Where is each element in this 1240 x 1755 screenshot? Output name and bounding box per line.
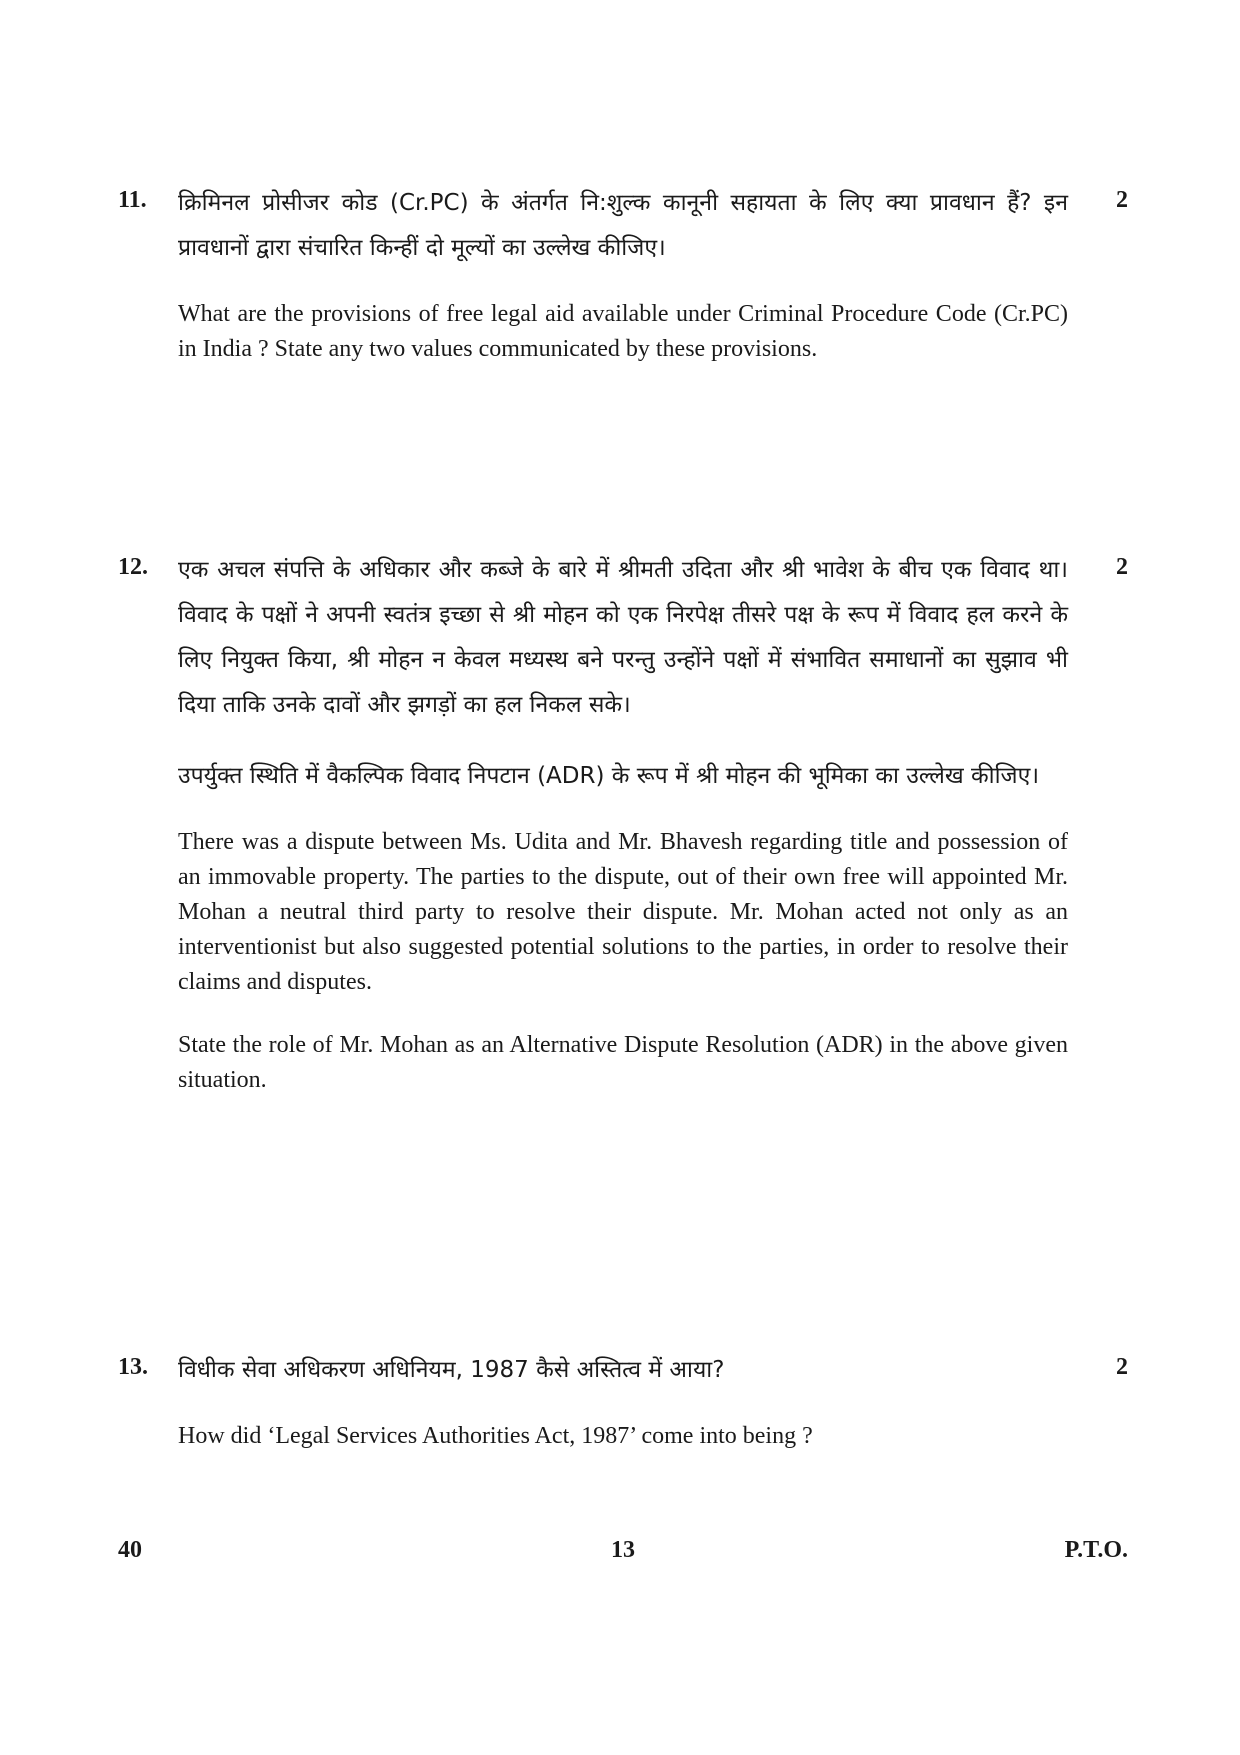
question-13	[118, 1348, 1128, 1454]
paper-code: 40	[118, 1537, 142, 1563]
question-marks: 2	[1116, 1354, 1128, 1380]
question-11	[118, 181, 1128, 367]
page-footer	[118, 1537, 1128, 1567]
please-turn-over: P.T.O.	[1064, 1537, 1128, 1563]
question-prompt-english: State the role of Mr. Mohan as an Alternative Dispute Resolution (ADR) in the above given situation.	[178, 1032, 1068, 1093]
question-text-english: There was a dispute between Ms. Udita and Mr. Bhavesh regarding title and possession of an immovable property. The parties to the dispute, out of their own free will appointed Mr. Mohan a neutral third party to resolve their dispute. Mr. Mohan acted not only as an interventionist but also suggested potential solutions to the parties, in order to resolve their claims and disputes.	[178, 829, 1068, 995]
page-number: 13	[611, 1537, 635, 1563]
question-number: 12.	[118, 554, 148, 580]
question-text-hindi: विधीक सेवा अधिकरण अधिनियम, 1987 कैसे अस्तित्व में आया?	[178, 1357, 725, 1383]
question-12	[118, 548, 1128, 1098]
question-number: 13.	[118, 1354, 148, 1380]
question-prompt-hindi: उपर्युक्त स्थिति में वैकल्पिक विवाद निपटान (ADR) के रूप में श्री मोहन की भूमिका का उल्लेख कीजिए।	[178, 763, 1040, 789]
question-marks: 2	[1116, 187, 1128, 213]
question-text-english: How did ‘Legal Services Authorities Act, 1987’ come into being ?	[178, 1423, 813, 1449]
question-number: 11.	[118, 187, 147, 213]
question-text-english: What are the provisions of free legal aid available under Criminal Procedure Code (Cr.PC) in India ? State any two values communicated by these provisions.	[178, 301, 1068, 362]
question-text-hindi: एक अचल संपत्ति के अधिकार और कब्जे के बारे में श्रीमती उदिता और श्री भावेश के बीच एक विवाद था। विवाद के पक्षों ने अपनी स्वतंत्र इच्छा से श्री मोहन को एक निरपेक्ष तीसरे पक्ष के रूप में विवाद हल करने के लिए नियुक्त किया, श्री मोहन न केवल मध्यस्थ बने परन्तु उन्होंने पक्षों में संभावित समाधानों का सुझाव भी दिया ताकि उनके दावों और झगड़ों का हल निकल सके।	[178, 557, 1068, 718]
question-marks: 2	[1116, 554, 1128, 580]
question-text-hindi: क्रिमिनल प्रोसीजर कोड (Cr.PC) के अंतर्गत नि:शुल्क कानूनी सहायता के लिए क्या प्रावधान हैं? इन प्रावधानों द्वारा संचारित किन्हीं दो मूल्यों का उल्लेख कीजिए।	[178, 190, 1068, 261]
